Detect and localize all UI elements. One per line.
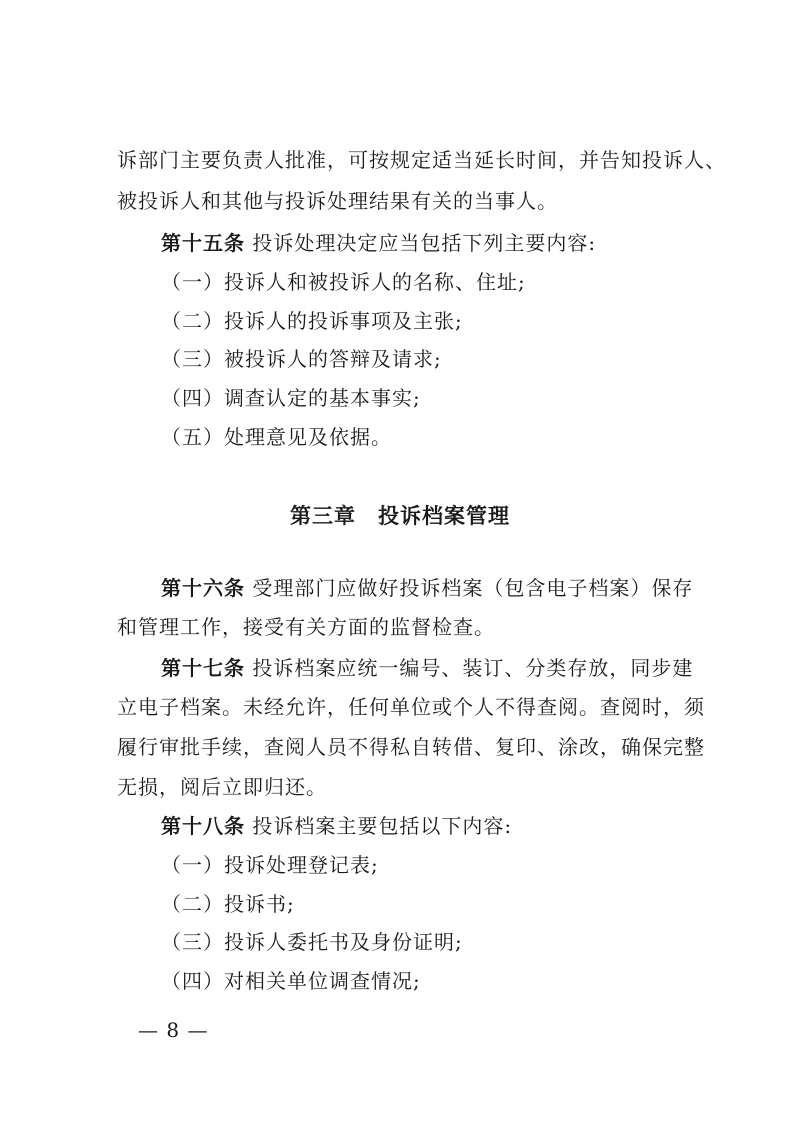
article-15-title: 第十五条 xyxy=(161,231,245,255)
article-17 xyxy=(161,654,693,682)
article-16-line-2: 和管理工作，接受有关方面的监督检查。 xyxy=(117,615,495,639)
article-15-item-5: （五）处理意见及依据。 xyxy=(161,425,392,449)
paragraph-continued-line-2: 被投诉人和其他与投诉处理结果有关的当事人。 xyxy=(117,189,558,213)
article-15-item-3: （三）被投诉人的答辩及请求; xyxy=(161,347,442,371)
article-16-title: 第十六条 xyxy=(161,576,245,600)
article-17-title: 第十七条 xyxy=(161,656,245,680)
chapter-title: 第三章 投诉档案管理 xyxy=(290,504,510,528)
article-15-item-4: （四）调查认定的基本事实; xyxy=(161,386,421,410)
article-15-text: 投诉处理决定应当包括下列主要内容: xyxy=(252,231,597,255)
paragraph-continued-line-1: 诉部门主要负责人批准，可按规定适当延长时间，并告知投诉人、 xyxy=(117,148,726,172)
article-18-title: 第十八条 xyxy=(161,814,245,838)
article-16 xyxy=(161,574,693,602)
article-16-text: 受理部门应做好投诉档案（包含电子档案）保存 xyxy=(252,576,694,600)
page-number: — 8 — xyxy=(138,1018,209,1042)
article-15 xyxy=(161,229,596,257)
article-18-item-1: （一）投诉处理登记表; xyxy=(161,853,379,877)
article-17-line-3: 履行审批手续，查阅人员不得私自转借、复印、涂改，确保完整 xyxy=(117,735,705,759)
article-18-item-2: （二）投诉书; xyxy=(161,892,295,916)
article-17-line-4: 无损，阅后立即归还。 xyxy=(117,775,327,799)
article-17-text: 投诉档案应统一编号、装订、分类存放，同步建 xyxy=(252,656,694,680)
article-18 xyxy=(161,812,512,840)
article-15-item-1: （一）投诉人和被投诉人的名称、住址; xyxy=(161,270,526,294)
article-18-item-3: （三）投诉人委托书及身份证明; xyxy=(161,930,463,954)
article-17-line-2: 立电子档案。未经允许，任何单位或个人不得查阅。查阅时，须 xyxy=(117,695,705,719)
article-18-item-4: （四）对相关单位调查情况; xyxy=(161,969,421,993)
article-15-item-2: （二）投诉人的投诉事项及主张; xyxy=(161,309,463,333)
article-18-text: 投诉档案主要包括以下内容: xyxy=(252,814,513,838)
